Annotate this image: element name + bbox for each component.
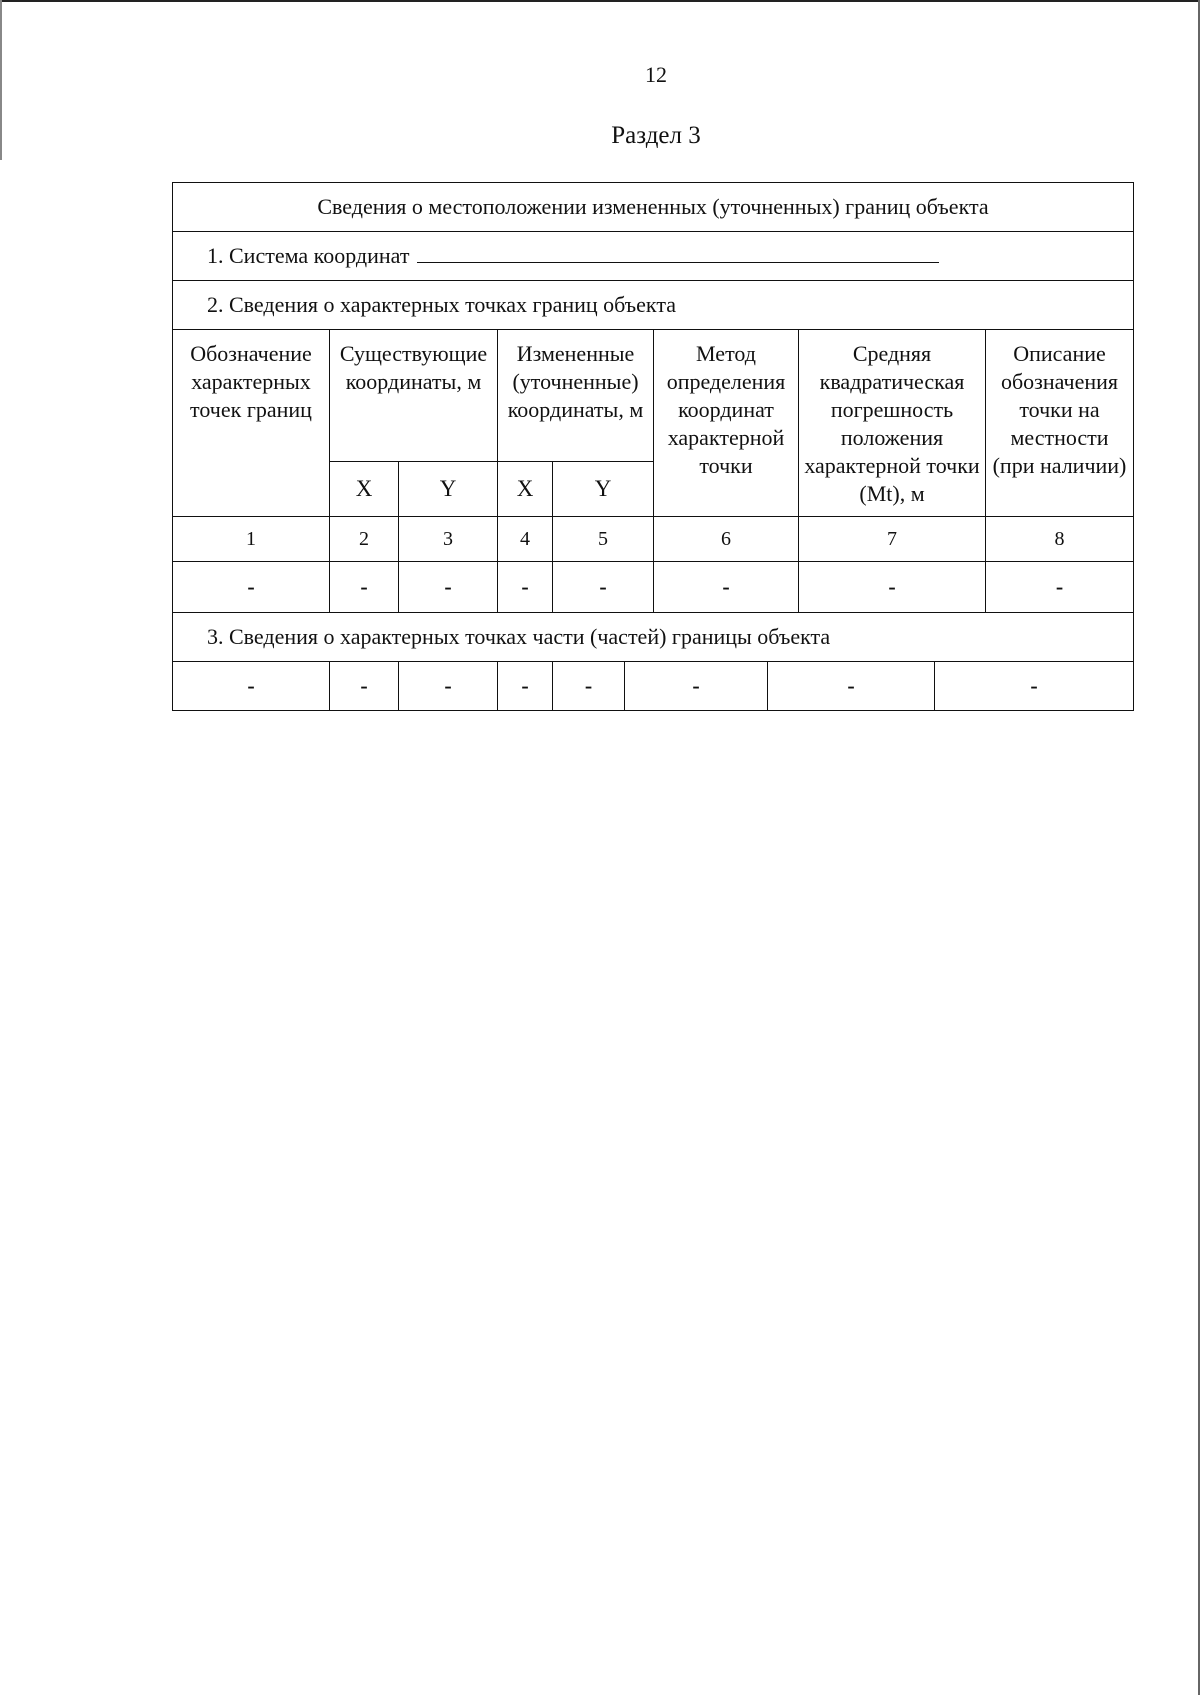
- parts-table: [172, 662, 1134, 711]
- table-cell: -: [173, 562, 330, 613]
- section-title: Раздел 3: [611, 122, 701, 149]
- page-edge-top: [0, 0, 1200, 2]
- header-row: [173, 330, 1134, 462]
- coord-system-row: [173, 232, 1134, 281]
- column-number-cell: 3: [399, 517, 498, 562]
- column-number-cell: 8: [986, 517, 1134, 562]
- table-cell: -: [625, 662, 768, 711]
- header-description: Описание обозначения точки на местности (при наличии): [986, 330, 1134, 517]
- table-cell: -: [986, 562, 1134, 613]
- parts-section-label: 3. Сведения о характерных точках части (частей) границы объекта: [207, 624, 831, 649]
- table-cell: -: [498, 562, 553, 613]
- column-numbers-row: [173, 517, 1134, 562]
- table-cell: -: [399, 662, 498, 711]
- table-cell: -: [553, 662, 625, 711]
- parts-section-row: [173, 613, 1134, 662]
- table-cell: -: [553, 562, 654, 613]
- table-cell: -: [173, 662, 330, 711]
- header-existing-coords: Существующие координаты, м: [330, 330, 498, 462]
- sub-header-changed-y: Y: [553, 462, 654, 517]
- sub-header-existing-y: Y: [399, 462, 498, 517]
- table-title-row: [173, 183, 1134, 232]
- header-method: Метод определения координат характерной точки: [654, 330, 799, 517]
- table-title: Сведения о местоположении измененных (уточненных) границ объекта: [317, 194, 989, 219]
- table-cell: -: [330, 562, 399, 613]
- table-cell: -: [399, 562, 498, 613]
- points-data-row: [173, 562, 1134, 613]
- sub-header-existing-x: X: [330, 462, 399, 517]
- boundary-form-table: [172, 182, 1134, 662]
- header-designation: Обозначение характерных точек границ: [173, 330, 330, 517]
- column-number-cell: 7: [799, 517, 986, 562]
- table-cell: -: [799, 562, 986, 613]
- header-mean-error: Средняя квадратическая погрешность положения характерной точки (Mt), м: [799, 330, 986, 517]
- column-number-cell: 1: [173, 517, 330, 562]
- page-number: 12: [645, 62, 667, 87]
- column-number-cell: 2: [330, 517, 399, 562]
- table-cell: -: [768, 662, 935, 711]
- table-cell: -: [330, 662, 399, 711]
- sub-header-changed-x: X: [498, 462, 553, 517]
- points-section-row: [173, 281, 1134, 330]
- column-number-cell: 6: [654, 517, 799, 562]
- column-number-cell: 5: [553, 517, 654, 562]
- header-changed-coords: Измененные (уточненные) координаты, м: [498, 330, 654, 462]
- column-number-cell: 4: [498, 517, 553, 562]
- table-cell: -: [654, 562, 799, 613]
- points-section-label: 2. Сведения о характерных точках границ объекта: [207, 292, 676, 317]
- coord-system-blank-line: [417, 242, 939, 263]
- table-cell: -: [935, 662, 1134, 711]
- parts-data-row: [173, 662, 1134, 711]
- coord-system-label: 1. Система координат: [207, 243, 410, 268]
- table-cell: -: [498, 662, 553, 711]
